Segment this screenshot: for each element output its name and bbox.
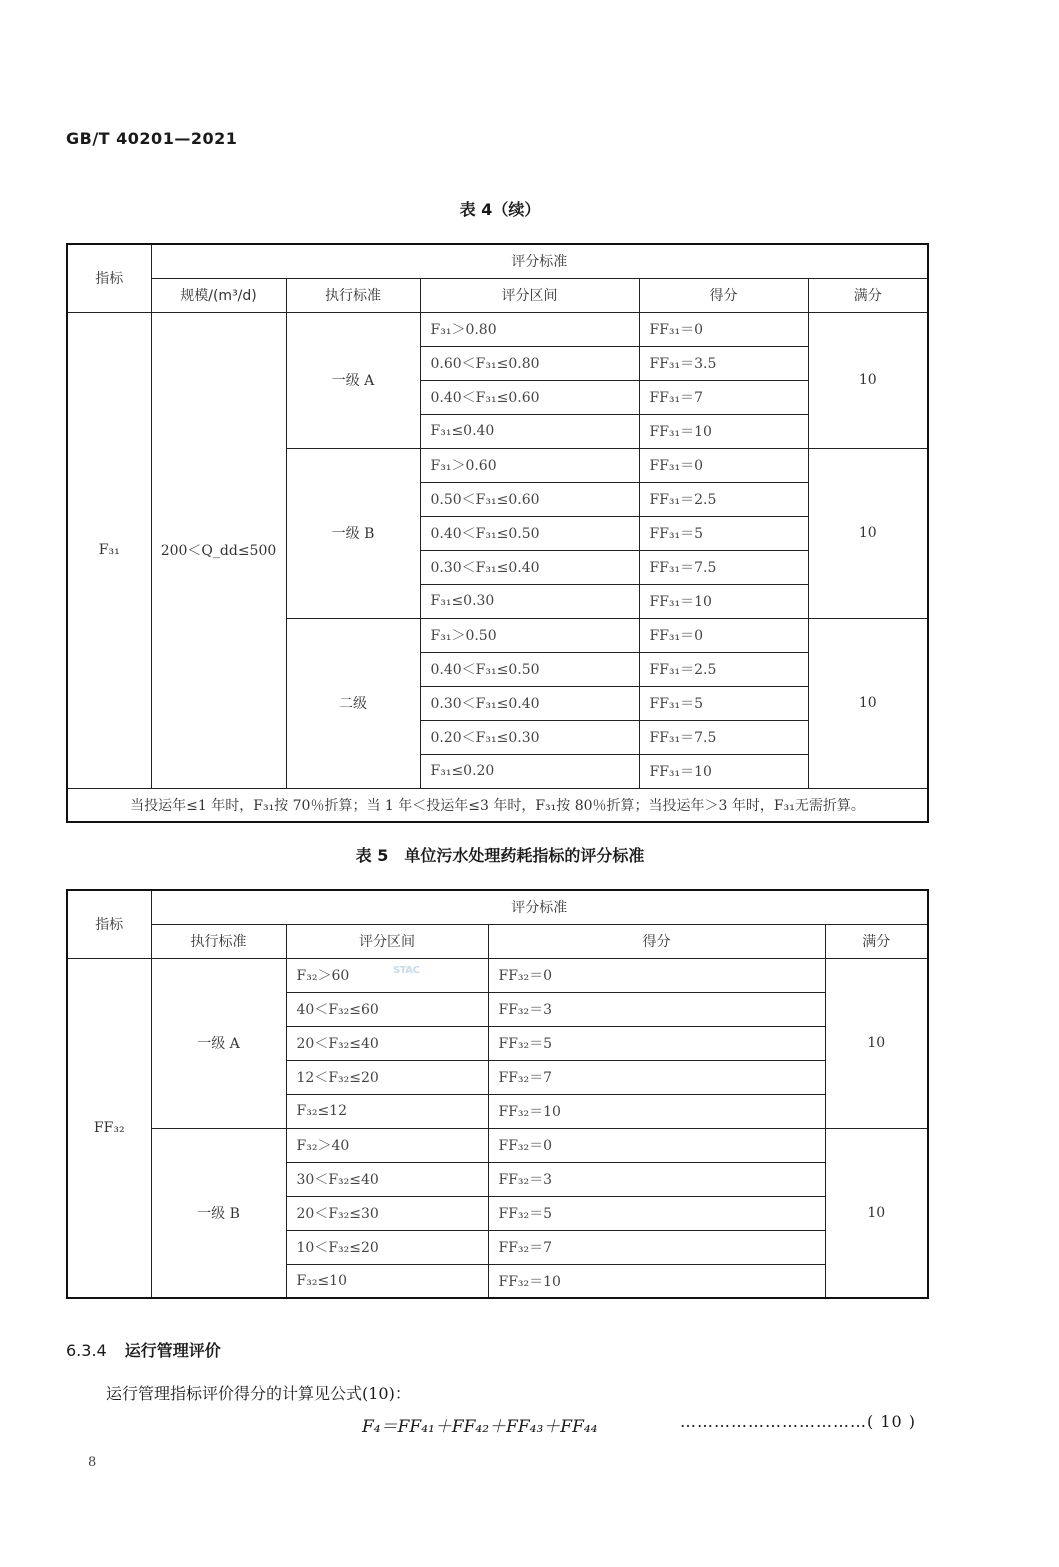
formula: F₄＝FF₄₁＋FF₄₂＋FF₄₃＋FF₄₄ <box>362 1417 598 1437</box>
table5-interval-cell: F₃₂＞40 <box>286 1128 488 1162</box>
table5-score-cell: FF₃₂＝0 <box>488 958 825 992</box>
table4-indicator-cell: F₃₁ <box>67 312 151 788</box>
table4-interval-cell: F₃₁＞0.60 <box>420 448 639 482</box>
formula-number: ( 10 ) <box>867 1412 917 1431</box>
section-title: 运行管理评价 <box>124 1341 221 1360</box>
table5-interval-cell: 20＜F₃₂≤30 <box>286 1196 488 1230</box>
table4-score-cell: FF₃₁＝7.5 <box>639 550 808 584</box>
table4-score-cell: FF₃₁＝0 <box>639 448 808 482</box>
table4-score-cell: FF₃₁＝0 <box>639 312 808 346</box>
table5-interval-cell: 30＜F₃₂≤40 <box>286 1162 488 1196</box>
table4-interval-cell: F₃₁≤0.40 <box>420 414 639 448</box>
table4-head-indicator: 指标 <box>67 244 151 312</box>
table5-interval-cell: F₃₂＞60 <box>286 958 488 992</box>
table4-interval-cell: 0.40＜F₃₁≤0.50 <box>420 516 639 550</box>
table5-score-cell: FF₃₂＝10 <box>488 1264 825 1298</box>
table5-head-score: 得分 <box>488 924 825 958</box>
watermark-logo: STAC <box>393 965 420 976</box>
table4-interval-cell: 0.30＜F₃₁≤0.40 <box>420 686 639 720</box>
table4-note: 当投运年≤1 年时，F₃₁按 70％折算；当 1 年＜投运年≤3 年时，F₃₁按 80％折算；当投运年＞3 年时，F₃₁无需折算。 <box>67 788 928 822</box>
table5-full-cell: 10 <box>825 958 928 1128</box>
table4-score-cell: FF₃₁＝5 <box>639 516 808 550</box>
table-row <box>67 958 928 992</box>
table4-score-cell: FF₃₁＝3.5 <box>639 346 808 380</box>
table5-score-cell: FF₃₂＝10 <box>488 1094 825 1128</box>
page-number: 8 <box>88 1455 97 1470</box>
table5-score-cell: FF₃₂＝3 <box>488 1162 825 1196</box>
table4-head-full: 满分 <box>808 278 928 312</box>
table4-head-scale: 规模/(m³/d) <box>151 278 286 312</box>
table5-score-cell: FF₃₂＝0 <box>488 1128 825 1162</box>
table4-full-cell: 10 <box>808 448 928 618</box>
table5-standard-cell: 一级 A <box>151 958 286 1128</box>
table5 <box>66 889 929 1299</box>
table5-head-full: 满分 <box>825 924 928 958</box>
table-row <box>67 1128 928 1162</box>
formula-leader <box>680 1412 916 1431</box>
table4-interval-cell: F₃₁＞0.50 <box>420 618 639 652</box>
table4-full-cell: 10 <box>808 312 928 448</box>
table4-interval-cell: F₃₁＞0.80 <box>420 312 639 346</box>
table4-head-score: 得分 <box>639 278 808 312</box>
table5-interval-cell: 40＜F₃₂≤60 <box>286 992 488 1026</box>
formula-dots: …………………………… <box>680 1412 867 1431</box>
table5-interval-cell: 12＜F₃₂≤20 <box>286 1060 488 1094</box>
table4-standard-cell: 一级 B <box>286 448 420 618</box>
table4-interval-cell: 0.20＜F₃₁≤0.30 <box>420 720 639 754</box>
table5-head-standard: 执行标准 <box>151 924 286 958</box>
table4-scale-cell: 200＜Q_dd≤500 <box>151 312 286 788</box>
table4-interval-cell: 0.40＜F₃₁≤0.60 <box>420 380 639 414</box>
paragraph: 运行管理指标评价得分的计算见公式(10)： <box>106 1384 411 1403</box>
table4-score-cell: FF₃₁＝2.5 <box>639 652 808 686</box>
table5-head-criteria: 评分标准 <box>151 890 928 924</box>
table4-standard-cell: 二级 <box>286 618 420 788</box>
table5-score-cell: FF₃₂＝7 <box>488 1060 825 1094</box>
table5-head-interval: 评分区间 <box>286 924 488 958</box>
table4 <box>66 243 929 823</box>
table5-score-cell: FF₃₂＝3 <box>488 992 825 1026</box>
table4-interval-cell: 0.60＜F₃₁≤0.80 <box>420 346 639 380</box>
section-heading <box>66 1338 221 1361</box>
table4-full-cell: 10 <box>808 618 928 788</box>
table4-interval-cell: 0.40＜F₃₁≤0.50 <box>420 652 639 686</box>
table4-head-interval: 评分区间 <box>420 278 639 312</box>
table5-caption: 表 5 单位污水处理药耗指标的评分标准 <box>355 846 645 865</box>
table5-interval-cell: F₃₂≤12 <box>286 1094 488 1128</box>
table4-score-cell: FF₃₁＝10 <box>639 754 808 788</box>
table4-caption: 表 4（续） <box>459 200 541 219</box>
table4-head-criteria: 评分标准 <box>151 244 928 278</box>
table4-interval-cell: 0.30＜F₃₁≤0.40 <box>420 550 639 584</box>
standard-code: GB/T 40201—2021 <box>66 129 238 148</box>
table4-interval-cell: F₃₁≤0.30 <box>420 584 639 618</box>
table4-score-cell: FF₃₁＝10 <box>639 414 808 448</box>
table4-score-cell: FF₃₁＝7.5 <box>639 720 808 754</box>
section-number: 6.3.4 <box>66 1341 107 1360</box>
table4-score-cell: FF₃₁＝5 <box>639 686 808 720</box>
table5-indicator-cell: FF₃₂ <box>67 958 151 1298</box>
table5-interval-cell: 20＜F₃₂≤40 <box>286 1026 488 1060</box>
table4-score-cell: FF₃₁＝7 <box>639 380 808 414</box>
table5-head-indicator: 指标 <box>67 890 151 958</box>
table4-interval-cell: F₃₁≤0.20 <box>420 754 639 788</box>
table5-score-cell: FF₃₂＝5 <box>488 1026 825 1060</box>
table4-head-standard: 执行标准 <box>286 278 420 312</box>
table4-score-cell: FF₃₁＝0 <box>639 618 808 652</box>
table4-score-cell: FF₃₁＝2.5 <box>639 482 808 516</box>
table5-score-cell: FF₃₂＝5 <box>488 1196 825 1230</box>
table5-standard-cell: 一级 B <box>151 1128 286 1298</box>
table5-interval-cell: 10＜F₃₂≤20 <box>286 1230 488 1264</box>
table4-interval-cell: 0.50＜F₃₁≤0.60 <box>420 482 639 516</box>
table-row <box>67 312 928 346</box>
table4-score-cell: FF₃₁＝10 <box>639 584 808 618</box>
table5-full-cell: 10 <box>825 1128 928 1298</box>
table5-score-cell: FF₃₂＝7 <box>488 1230 825 1264</box>
table4-standard-cell: 一级 A <box>286 312 420 448</box>
table5-interval-cell: F₃₂≤10 <box>286 1264 488 1298</box>
